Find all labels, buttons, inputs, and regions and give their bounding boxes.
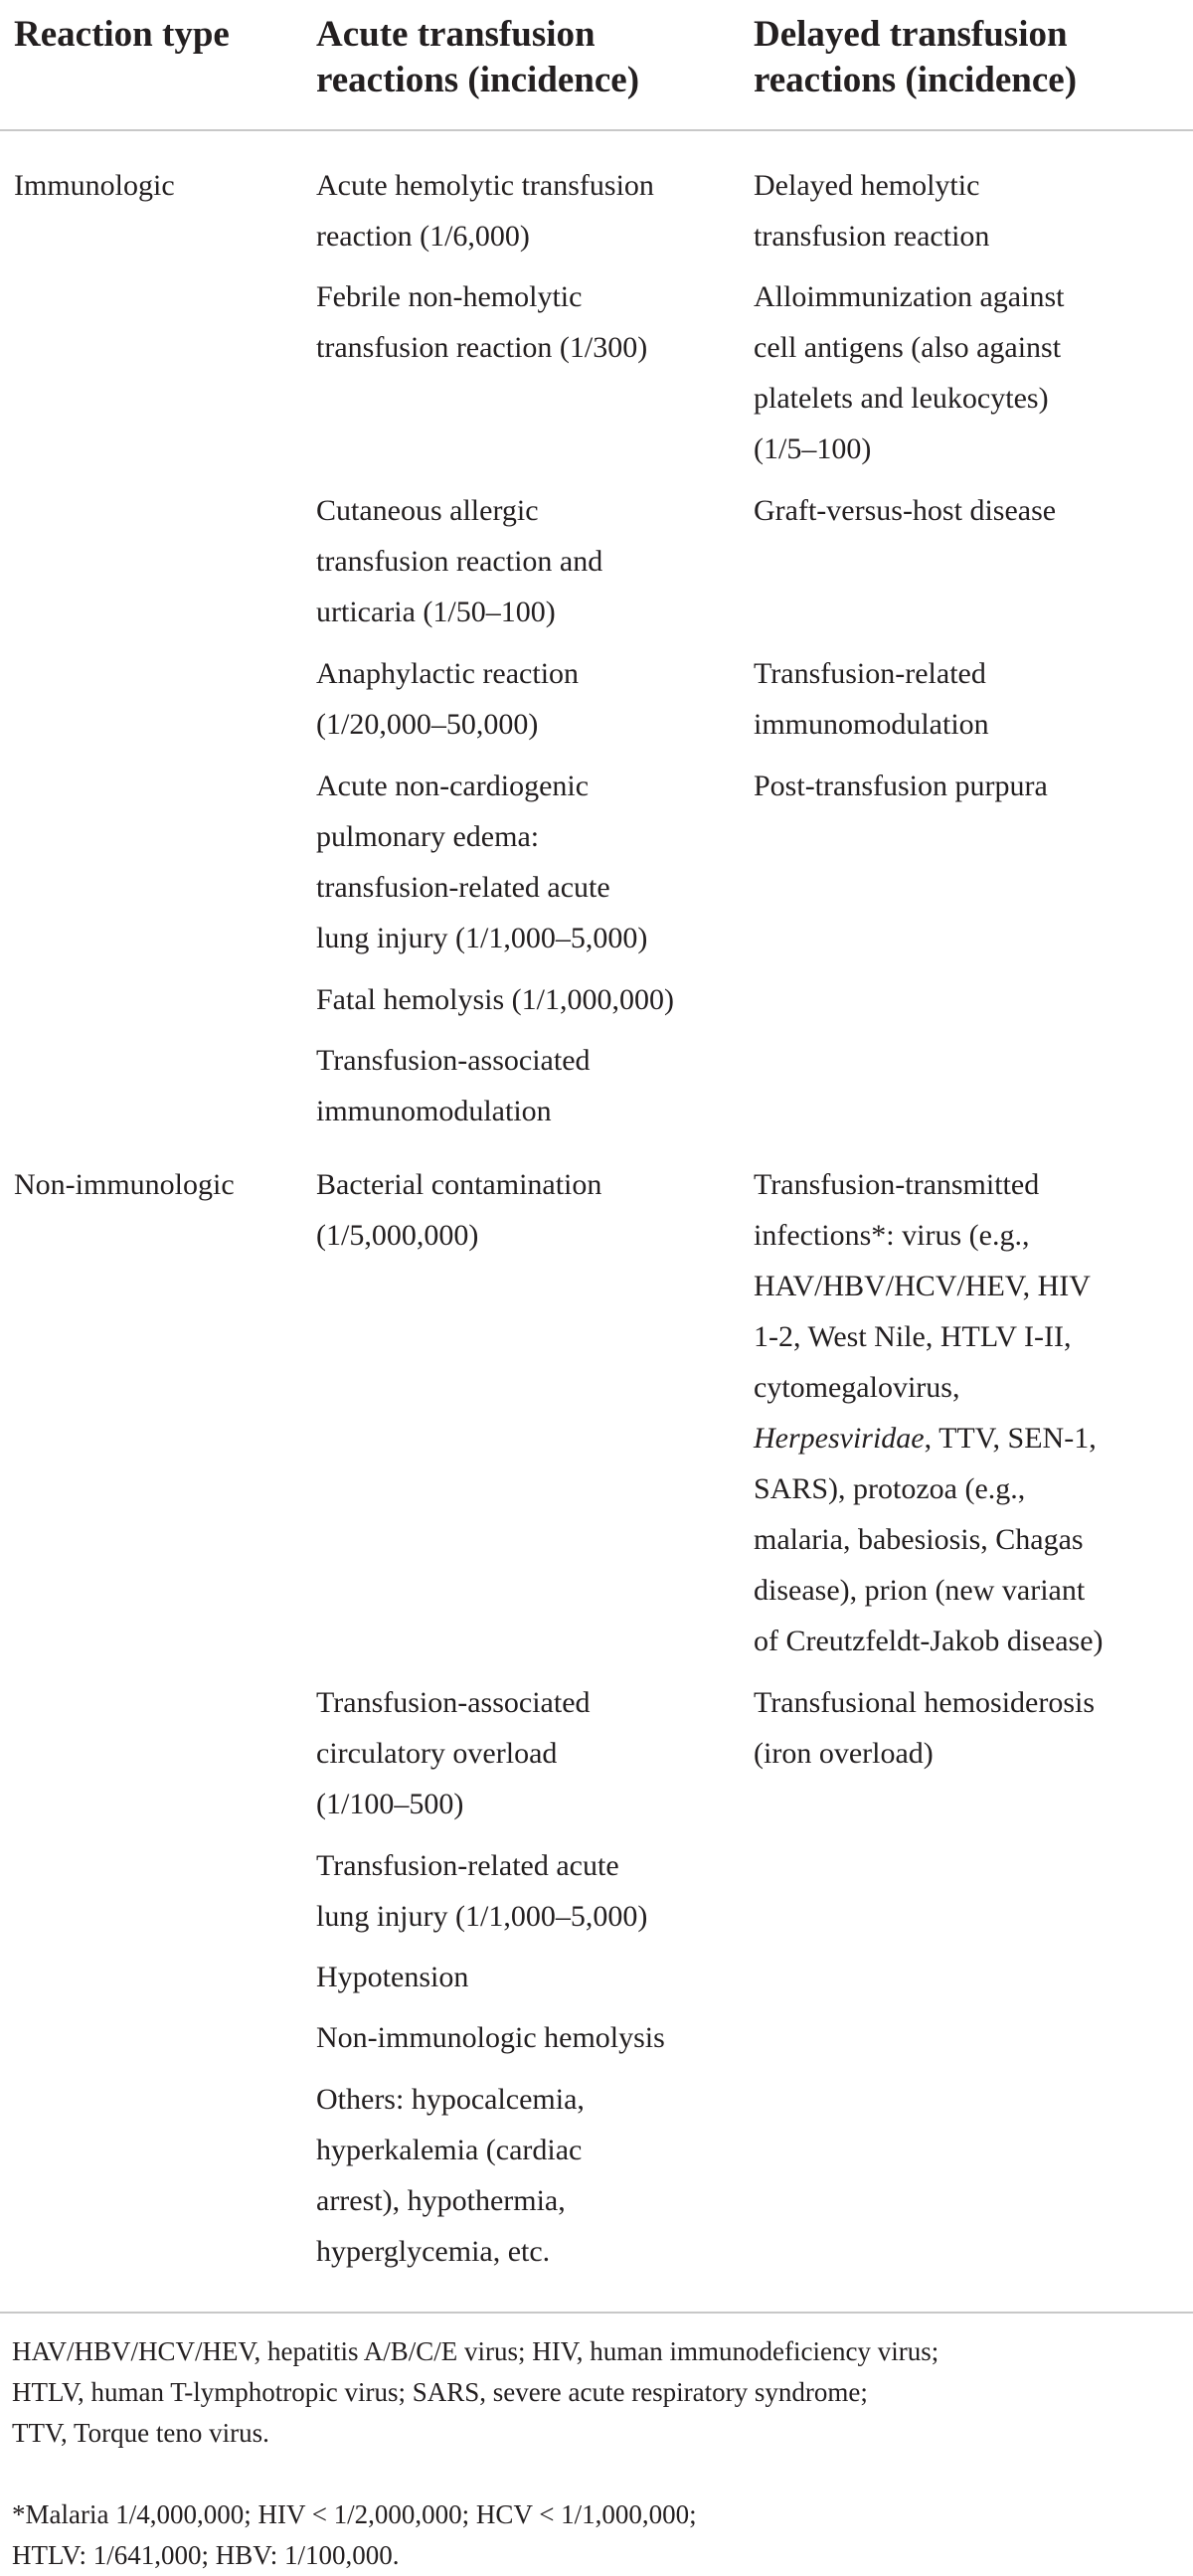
- entry-line: Herpesviridae, TTV, SEN-1,: [754, 1422, 1097, 1455]
- list-item: [316, 271, 647, 373]
- list-item: [316, 160, 654, 261]
- list-item: [754, 1677, 1095, 1779]
- entry-line: (1/20,000–50,000): [316, 708, 539, 741]
- header-delayed-reactions: [754, 12, 1191, 103]
- entry-line: Febrile non-hemolytic: [316, 280, 583, 313]
- list-item: [316, 1840, 647, 1942]
- list-item: [316, 1035, 591, 1136]
- entry-line: pulmonary edema:: [316, 820, 540, 853]
- entry-line: Transfusional hemosiderosis: [754, 1686, 1096, 1719]
- entry-line: Graft-versus-host disease: [754, 494, 1057, 527]
- table-footnotes: [0, 2312, 1193, 2570]
- entry-line: immunomodulation: [316, 1095, 552, 1127]
- header-acute-reactions: [316, 12, 754, 103]
- row-label-immunologic: Immunologic: [14, 169, 175, 202]
- entry-line: Anaphylactic reaction: [316, 657, 580, 690]
- entry-line: platelets and leukocytes): [754, 382, 1049, 415]
- entry-line: disease), prion (new variant: [754, 1574, 1086, 1607]
- footnote-line: HAV/HBV/HCV/HEV, hepatitis A/B/C/E virus; HIV, human immunodeficiency virus;: [12, 2336, 939, 2366]
- entry-line: hyperglycemia, etc.: [316, 2235, 551, 2268]
- header-line: Acute transfusion: [316, 14, 596, 55]
- footnote-line: TTV, Torque teno virus.: [12, 2418, 269, 2448]
- entry-line: HAV/HBV/HCV/HEV, HIV: [754, 1270, 1091, 1302]
- header-reaction-type: Reaction type: [14, 14, 230, 55]
- entry-line: Alloimmunization against: [754, 280, 1065, 313]
- entry-line: Transfusion-related: [754, 657, 986, 690]
- entry-line: transfusion reaction and: [316, 545, 603, 578]
- entry-line: Non-immunologic hemolysis: [316, 2021, 665, 2054]
- list-item: [316, 2074, 585, 2277]
- entry-line: circulatory overload: [316, 1737, 558, 1770]
- entry-line: transfusion-related acute: [316, 871, 610, 904]
- entry-line: (1/5–100): [754, 432, 872, 465]
- entry-line: urticaria (1/50–100): [316, 596, 556, 628]
- footnote-abbreviations: [12, 2331, 938, 2454]
- entry-line: Hypotension: [316, 1961, 469, 1993]
- footnote-line: *Malaria 1/4,000,000; HIV < 1/2,000,000; HCV < 1/1,000,000;: [12, 2499, 697, 2529]
- entry-line: lung injury (1/1,000–5,000): [316, 922, 648, 954]
- list-item: [316, 2012, 665, 2063]
- entry-line: Bacterial contamination: [316, 1168, 602, 1201]
- entry-line: Cutaneous allergic: [316, 494, 539, 527]
- list-item: [754, 1159, 1104, 1666]
- entry-line: cytomegalovirus,: [754, 1371, 960, 1404]
- entry-line: Others: hypocalcemia,: [316, 2083, 585, 2116]
- list-item: [754, 485, 1056, 536]
- header-line: Delayed transfusion: [754, 14, 1068, 55]
- entry-line: infections*: virus (e.g.,: [754, 1219, 1030, 1252]
- list-item: [754, 761, 1048, 811]
- entry-line: Post-transfusion purpura: [754, 770, 1048, 802]
- header-line: reactions (incidence): [754, 60, 1078, 100]
- list-item: [316, 648, 579, 750]
- entry-line: Acute hemolytic transfusion: [316, 169, 654, 202]
- list-item: [316, 1159, 601, 1261]
- entry-line: 1-2, West Nile, HTLV I-II,: [754, 1320, 1072, 1353]
- table-header-row: [0, 0, 1193, 131]
- entry-line: (iron overload): [754, 1737, 934, 1770]
- entry-line: immunomodulation: [754, 708, 989, 741]
- entry-line: Transfusion-associated: [316, 1686, 591, 1719]
- list-item: [754, 648, 989, 750]
- entry-line: (1/100–500): [316, 1788, 464, 1820]
- list-item: [316, 485, 602, 637]
- entry-line: SARS), protozoa (e.g.,: [754, 1472, 1026, 1505]
- entry-line: arrest), hypothermia,: [316, 2184, 566, 2217]
- entry-line: of Creutzfeldt-Jakob disease): [754, 1625, 1104, 1657]
- footnote-line: HTLV: 1/641,000; HBV: 1/100,000.: [12, 2540, 400, 2570]
- entry-line: Fatal hemolysis (1/1,000,000): [316, 983, 674, 1016]
- entry-line: reaction (1/6,000): [316, 220, 530, 253]
- list-item: [316, 974, 674, 1025]
- header-line: reactions (incidence): [316, 60, 640, 100]
- entry-line: lung injury (1/1,000–5,000): [316, 1900, 648, 1933]
- list-item: [316, 1677, 591, 1829]
- entry-line: transfusion reaction (1/300): [316, 331, 648, 364]
- entry-line: hyperkalemia (cardiac: [316, 2134, 583, 2166]
- entry-line: transfusion reaction: [754, 220, 990, 253]
- entry-line: (1/5,000,000): [316, 1219, 479, 1252]
- list-item: [754, 160, 989, 261]
- list-item: [316, 1952, 468, 2002]
- entry-line: malaria, babesiosis, Chagas: [754, 1523, 1084, 1556]
- entry-line: Transfusion-related acute: [316, 1849, 619, 1882]
- footnote-incidence: [12, 2494, 697, 2576]
- entry-line: Transfusion-transmitted: [754, 1168, 1040, 1201]
- entry-line: cell antigens (also against: [754, 331, 1062, 364]
- entry-line: Delayed hemolytic: [754, 169, 980, 202]
- entry-line: Acute non-cardiogenic: [316, 770, 590, 802]
- row-label-non-immunologic: Non-immunologic: [14, 1168, 235, 1201]
- list-item: [754, 271, 1064, 474]
- footnote-line: HTLV, human T-lymphotropic virus; SARS, severe acute respiratory syndrome;: [12, 2377, 868, 2407]
- entry-line: Transfusion-associated: [316, 1044, 591, 1077]
- list-item: [316, 761, 647, 963]
